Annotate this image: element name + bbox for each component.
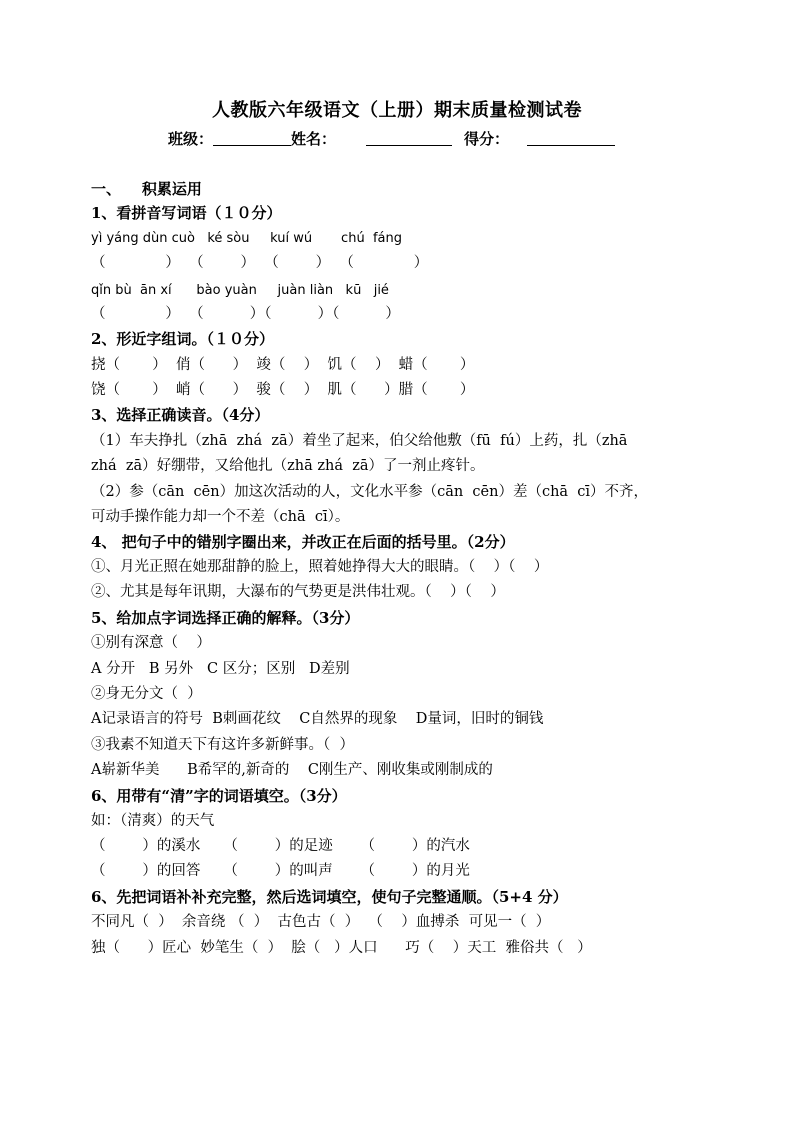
character-row[interactable]: 饶（ ） 峭（ ） 骏（ ） 肌（ ）腊（ ）: [91, 382, 475, 398]
question-heading: 5、给加点字词选择正确的解释。（3分）: [91, 609, 360, 627]
answer-brackets[interactable]: （ ） （ ）（ ）（ ）: [91, 306, 400, 322]
question-heading: 3、选择正确读音。（4分）: [91, 406, 270, 424]
question-text: ②、尤其是每年讯期，大瀑布的气势更是洪伟壮观。（ ）（ ）: [91, 584, 505, 600]
question-text: 可动手操作能力却一个不差（chā cī）。: [91, 509, 350, 525]
fill-blank-row[interactable]: （ ）的溪水 （ ）的足迹 （ ）的汽水: [91, 838, 470, 854]
class-label: 班级：: [168, 130, 214, 148]
answer-options: A 分开 B 另外 C 区分；区别 D差别: [91, 661, 350, 677]
question-text: （2）参（cān cēn）加这次活动的人，文化水平参（cān cēn）差（chā cī）不齐，: [91, 484, 649, 500]
score-label: 得分：: [464, 130, 510, 148]
question-text: zhá zā）好绷带，又给他扎（zhā zhá zā）了一剂止疼针。: [91, 458, 485, 474]
question-heading: 1、看拼音写词语（１０分）: [91, 204, 282, 222]
character-row[interactable]: 挠（ ） 俏（ ） 竣（ ） 饥（ ） 蜡（ ）: [91, 357, 475, 373]
fill-blank-row[interactable]: 独（ ）匠心 妙笔生（ ） 脍（ ）人口 巧（ ）天工 雅俗共（ ）: [91, 940, 592, 956]
question-heading: 6、先把词语补补充完整，然后选词填空，使句子完整通顺。（5+4 分）: [91, 888, 568, 906]
section-heading: 一、 积累运用: [91, 180, 202, 198]
question-heading: 4、 把句子中的错别字圈出来，并改正在后面的括号里。（2分）: [91, 533, 515, 551]
class-blank[interactable]: [213, 130, 291, 146]
name-blank[interactable]: [366, 130, 452, 146]
student-info-row: [168, 128, 615, 149]
pinyin-row: qǐn bù ān xí bào yuàn juàn liàn kū jié: [91, 283, 389, 298]
answer-brackets[interactable]: （ ） （ ） （ ） （ ）: [91, 255, 429, 271]
question-text: ①、月光正照在她那甜静的脸上，照着她挣得大大的眼睛。（ ）（ ）: [91, 559, 549, 575]
fill-blank-row[interactable]: 不同凡（ ） 余音绕 （ ） 古色古（ ） （ ）血搏杀 可见一（ ）: [91, 914, 551, 930]
question-heading: 6、用带有“清”字的词语填空。（3分）: [91, 787, 347, 805]
question-text: ②身无分文（ ）: [91, 686, 202, 702]
question-heading: 2、形近字组词。（１０分）: [91, 330, 274, 348]
question-text: （1）车夫挣扎（zhā zhá zā）着坐了起来，伯父给他敷（fū fú）上药，扎（zhā: [91, 433, 628, 449]
example-text: 如：（清爽）的天气: [91, 813, 215, 829]
page-title: 人教版六年级语文（上册）期末质量检测试卷: [212, 100, 582, 121]
pinyin-row: yì yáng dùn cuò ké sòu kuí wú chú fáng: [91, 231, 402, 246]
question-text: ③我素不知道天下有这许多新鲜事。（ ）: [91, 737, 354, 753]
score-blank[interactable]: [527, 130, 615, 146]
answer-options: A崭新华美 B希罕的,新奇的 C刚生产、刚收集或刚制成的: [91, 762, 493, 778]
question-text: ①别有深意（ ）: [91, 635, 211, 651]
fill-blank-row[interactable]: （ ）的回答 （ ）的叫声 （ ）的月光: [91, 863, 470, 879]
answer-options: A记录语言的符号 B刺画花纹 C自然界的现象 D量词，旧时的铜钱: [91, 711, 544, 727]
name-label: 姓名：: [291, 130, 337, 148]
